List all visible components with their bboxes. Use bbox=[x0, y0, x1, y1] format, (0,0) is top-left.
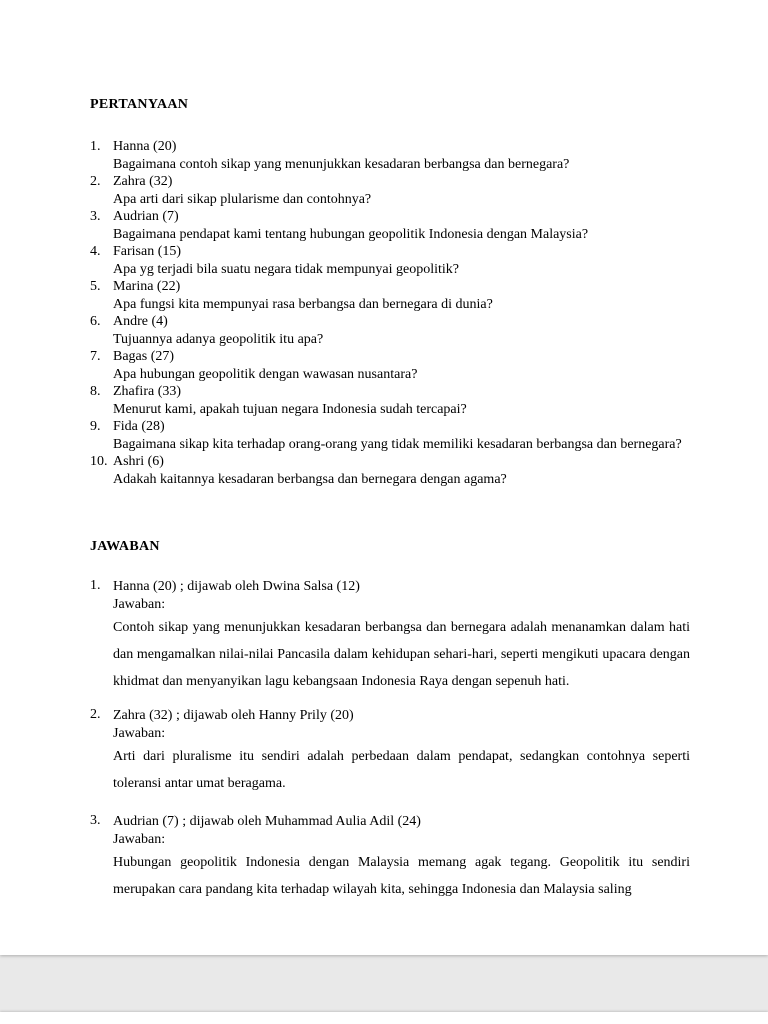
answer-number: 3. bbox=[90, 813, 101, 828]
answer-item bbox=[90, 813, 690, 903]
questions-list bbox=[90, 138, 690, 488]
question-item bbox=[90, 313, 690, 348]
section-title-jawaban: JAWABAN bbox=[90, 539, 160, 554]
answer-body: Arti dari pluralisme itu sendiri adalah perbedaan dalam pendapat, sedangkan contohnya seperti toleransi antar umat beragama. bbox=[113, 749, 690, 791]
question-item bbox=[90, 138, 690, 173]
answer-number: 1. bbox=[90, 578, 101, 593]
question-asker: Zahra (32) bbox=[113, 174, 173, 189]
question-asker: Audrian (7) bbox=[113, 209, 179, 224]
question-item bbox=[90, 208, 690, 243]
question-asker: Ashri (6) bbox=[113, 454, 164, 469]
question-text: Tujuannya adanya geopolitik itu apa? bbox=[113, 331, 324, 347]
question-item bbox=[90, 383, 690, 418]
next-page-edge bbox=[0, 1012, 768, 1024]
section-title-pertanyaan: PERTANYAAN bbox=[90, 97, 189, 112]
answer-item bbox=[90, 578, 690, 695]
question-number: 3. bbox=[90, 209, 101, 224]
question-text: Apa hubungan geopolitik dengan wawasan nusantara? bbox=[113, 366, 418, 382]
answer-label: Jawaban: bbox=[113, 832, 166, 847]
answers-list bbox=[90, 578, 690, 903]
question-text: Menurut kami, apakah tujuan negara Indonesia sudah tercapai? bbox=[113, 401, 467, 417]
answer-header: Audrian (7) ; dijawab oleh Muhammad Aulia Adil (24) bbox=[113, 814, 421, 829]
question-item bbox=[90, 243, 690, 278]
question-asker: Andre (4) bbox=[113, 314, 168, 329]
question-number: 2. bbox=[90, 174, 101, 189]
question-text: Apa fungsi kita mempunyai rasa berbangsa dan bernegara di dunia? bbox=[113, 296, 493, 312]
question-item bbox=[90, 278, 690, 313]
question-number: 8. bbox=[90, 384, 101, 399]
answer-number: 2. bbox=[90, 707, 101, 722]
question-number: 7. bbox=[90, 349, 101, 364]
question-text: Apa yg terjadi bila suatu negara tidak mempunyai geopolitik? bbox=[113, 261, 460, 277]
page-gap bbox=[0, 955, 768, 1012]
question-asker: Zhafira (33) bbox=[113, 384, 182, 399]
answer-label: Jawaban: bbox=[113, 597, 166, 612]
question-item bbox=[90, 453, 690, 488]
question-item bbox=[90, 348, 690, 383]
question-number: 6. bbox=[90, 314, 101, 329]
question-number: 5. bbox=[90, 279, 101, 294]
question-number: 9. bbox=[90, 419, 101, 434]
question-text: Adakah kaitannya kesadaran berbangsa dan bernegara dengan agama? bbox=[113, 471, 507, 487]
answer-body: Contoh sikap yang menunjukkan kesadaran berbangsa dan bernegara adalah menanamkan dalam hati dan mengamalkan nilai-nilai Pancasila dalam kehidupan sehari-hari, seperti mengikuti upacara dengan khidmat dan menyanyikan lagu kebangsaan Indonesia Raya dengan sepenuh hati. bbox=[113, 620, 690, 689]
question-text: Bagaimana sikap kita terhadap orang-orang yang tidak memiliki kesadaran berbangsa dan bernegara? bbox=[113, 436, 682, 452]
question-asker: Farisan (15) bbox=[113, 244, 182, 259]
answer-item bbox=[90, 707, 690, 797]
question-text: Bagaimana pendapat kami tentang hubungan geopolitik Indonesia dengan Malaysia? bbox=[113, 226, 589, 242]
question-number: 4. bbox=[90, 244, 101, 259]
answer-header: Hanna (20) ; dijawab oleh Dwina Salsa (12) bbox=[113, 579, 360, 594]
question-text: Apa arti dari sikap plularisme dan contohnya? bbox=[113, 191, 372, 207]
question-number: 1. bbox=[90, 139, 101, 154]
question-asker: Fida (28) bbox=[113, 419, 165, 434]
answer-header: Zahra (32) ; dijawab oleh Hanny Prily (20) bbox=[113, 708, 354, 723]
question-asker: Marina (22) bbox=[113, 279, 181, 294]
question-asker: Hanna (20) bbox=[113, 139, 177, 154]
answer-body: Hubungan geopolitik Indonesia dengan Malaysia memang agak tegang. Geopolitik itu sendiri merupakan cara pandang kita terhadap wilayah kita, sehingga Indonesia dan Malaysia saling bbox=[113, 855, 690, 897]
question-item bbox=[90, 173, 690, 208]
answer-label: Jawaban: bbox=[113, 726, 166, 741]
question-asker: Bagas (27) bbox=[113, 349, 175, 364]
question-item bbox=[90, 418, 690, 453]
question-number: 10. bbox=[90, 454, 108, 469]
question-text: Bagaimana contoh sikap yang menunjukkan kesadaran berbangsa dan bernegara? bbox=[113, 156, 570, 172]
